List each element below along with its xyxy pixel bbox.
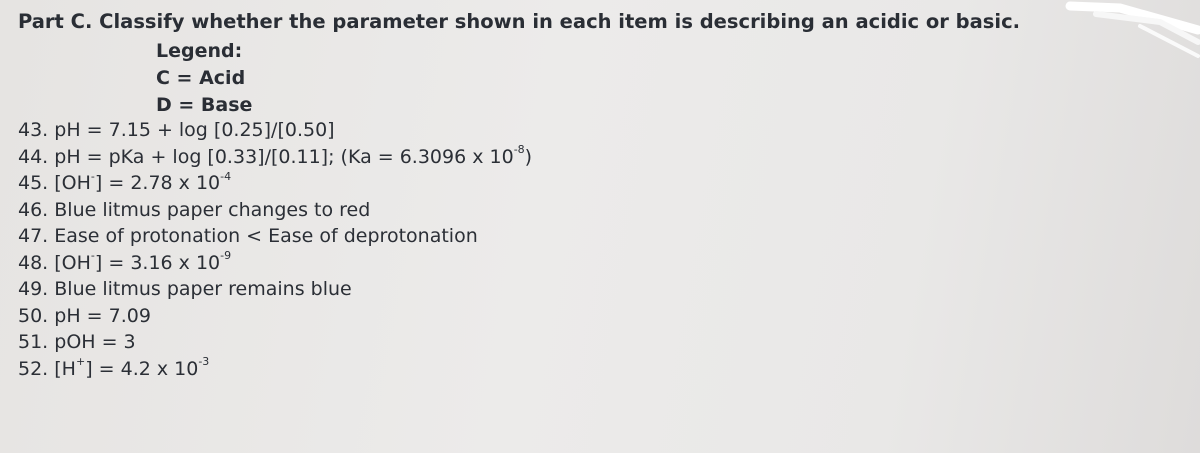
item-48: 48. [OH-] = 3.16 x $10^{-9}$ [18,249,232,274]
legend-heading: Legend: [156,40,243,62]
item-43: 43. pH = 7.15 + log [0.25]/[0.50] [18,119,335,141]
item-49: 49. Blue litmus paper remains blue [18,278,352,300]
item-52: 52. [H+] = 4.2 x $10^{-3}$ [18,355,210,380]
legend-base: D = Base [156,94,253,116]
item-46: 46. Blue litmus paper changes to red [18,198,371,221]
item-50: 50. pH = 7.09 [18,304,151,327]
item-51: 51. pOH = 3 [18,331,136,353]
legend [156,38,252,119]
item-list [18,117,532,382]
item-44: 44. pH = pKa + log [0.33]/[0.11]; (Ka = 6.3096 x $10^{-8}$) [18,143,533,168]
white-scribble-mark [1060,0,1200,80]
item-47: 47. Ease of protonation < Ease of deprotonation [18,225,478,247]
item-45: 45. [OH-] = 2.78 x $10^{-4}$ [18,169,232,194]
legend-acid: C = Acid [156,67,246,89]
part-c-title: Part C. Classify whether the parameter shown in each item is describing an acidic or basic. [18,10,1021,33]
